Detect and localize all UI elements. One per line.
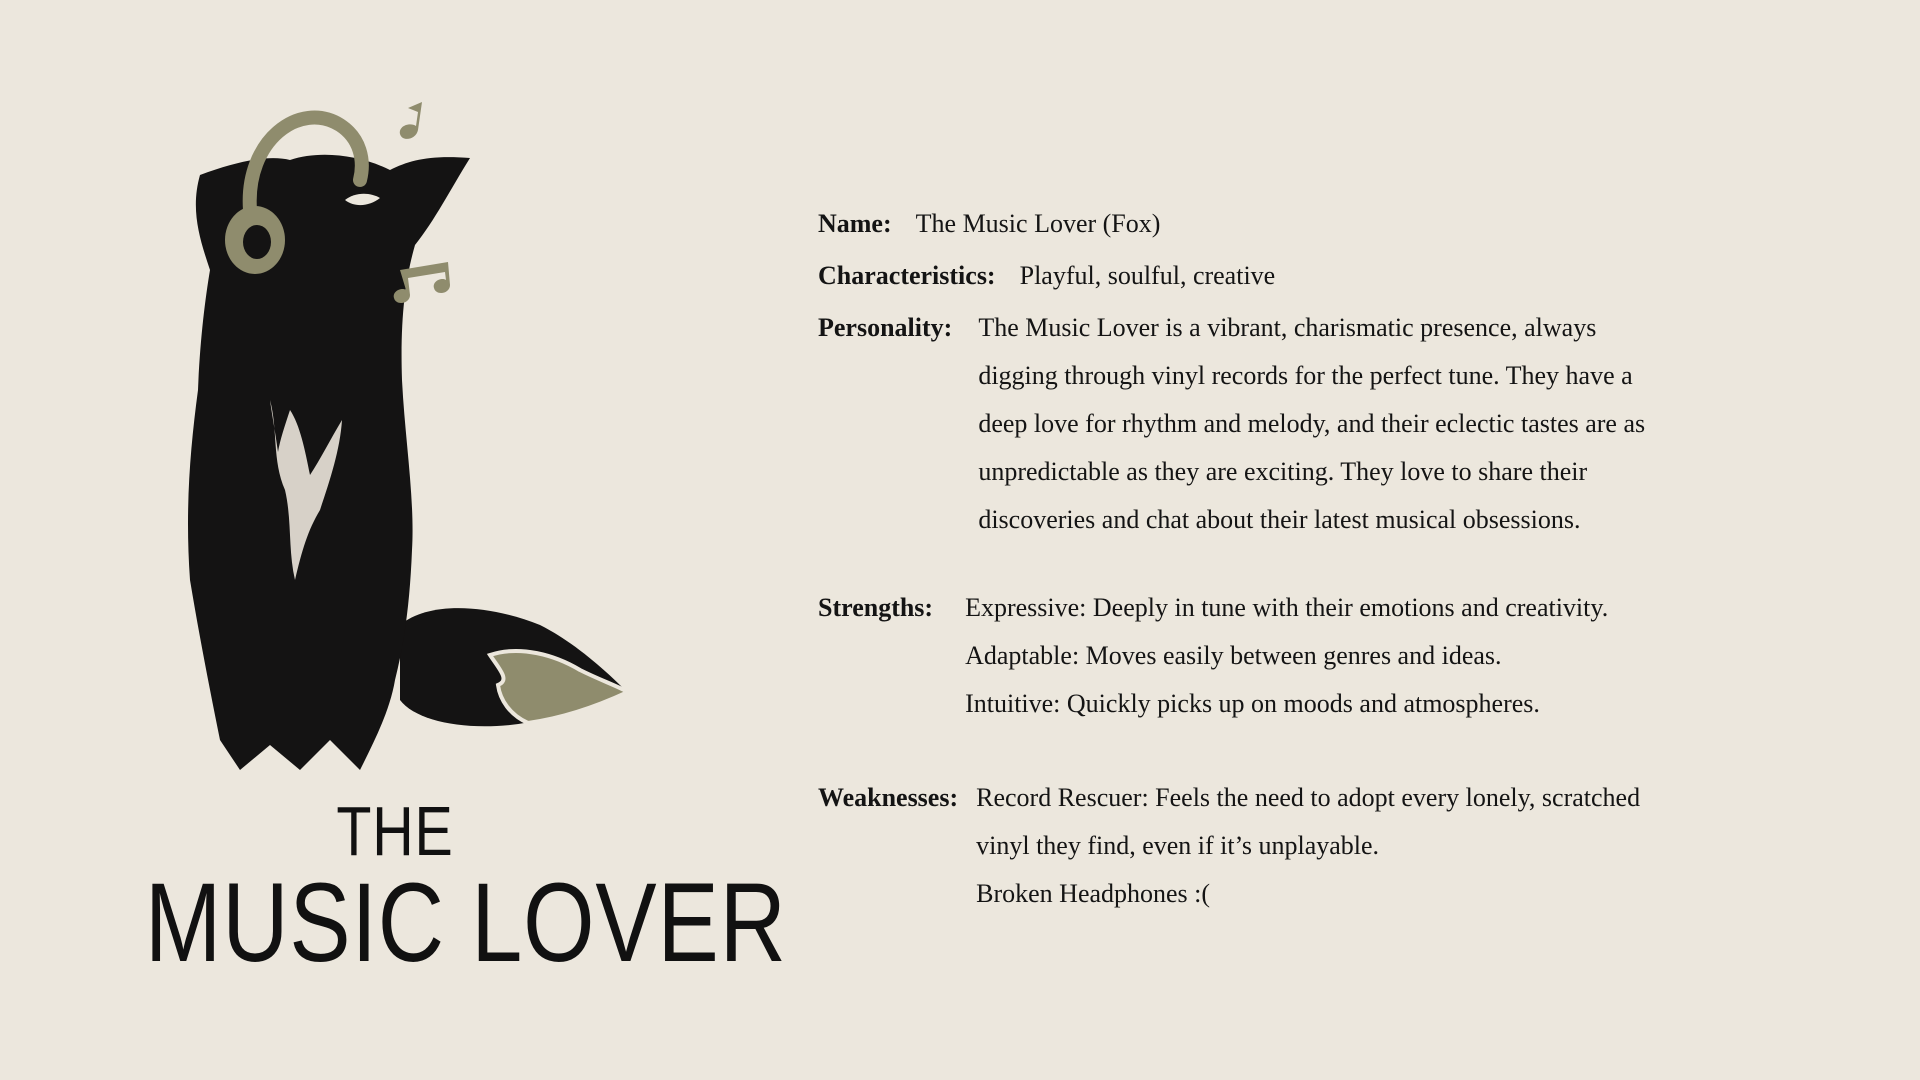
personality-line: discoveries and chat about their latest musical obsessions.	[978, 505, 1581, 534]
profile-panel	[818, 200, 1818, 918]
weaknesses-label: Weaknesses:	[818, 783, 959, 812]
characteristics-value: Playful, soulful, creative	[1019, 261, 1276, 290]
personality-row	[818, 304, 1818, 544]
strength-item: Expressive: Deeply in tune with their emotions and creativity.	[965, 593, 1609, 622]
strength-item: Adaptable: Moves easily between genres and ideas.	[965, 641, 1502, 670]
weakness-item: Broken Headphones :(	[976, 879, 1211, 908]
title-line-the: THE	[336, 792, 454, 870]
personality-line: unpredictable as they are exciting. They love to share their	[978, 457, 1588, 486]
name-row	[818, 200, 1818, 248]
fox-tail-tip	[490, 651, 628, 723]
title-line-main: MUSIC LOVER	[144, 860, 787, 985]
personality-text	[978, 304, 1645, 544]
weaknesses-row	[818, 774, 1818, 918]
characteristics-row	[818, 252, 1818, 300]
music-note-icon	[400, 102, 422, 139]
fox-illustration	[160, 80, 640, 780]
headphones-earcup-inner	[243, 225, 271, 259]
weakness-item: Record Rescuer: Feels the need to adopt every lonely, scratched	[976, 783, 1641, 812]
strengths-list	[965, 584, 1608, 728]
name-label: Name:	[818, 209, 892, 238]
title-block	[144, 792, 787, 985]
weaknesses-list	[976, 774, 1640, 918]
weakness-item: vinyl they find, even if it’s unplayable.	[976, 831, 1380, 860]
personality-line: deep love for rhythm and melody, and their eclectic tastes are as	[978, 409, 1646, 438]
strengths-row	[818, 584, 1818, 728]
characteristics-label: Characteristics:	[818, 261, 996, 290]
strengths-label: Strengths:	[818, 593, 934, 622]
personality-line: The Music Lover is a vibrant, charismatic presence, always	[978, 313, 1597, 342]
personality-line: digging through vinyl records for the perfect tune. They have a	[978, 361, 1633, 390]
strength-item: Intuitive: Quickly picks up on moods and atmospheres.	[965, 689, 1540, 718]
personality-label: Personality:	[818, 313, 953, 342]
fox-with-headphones-image	[160, 80, 640, 780]
name-value: The Music Lover (Fox)	[915, 209, 1161, 238]
